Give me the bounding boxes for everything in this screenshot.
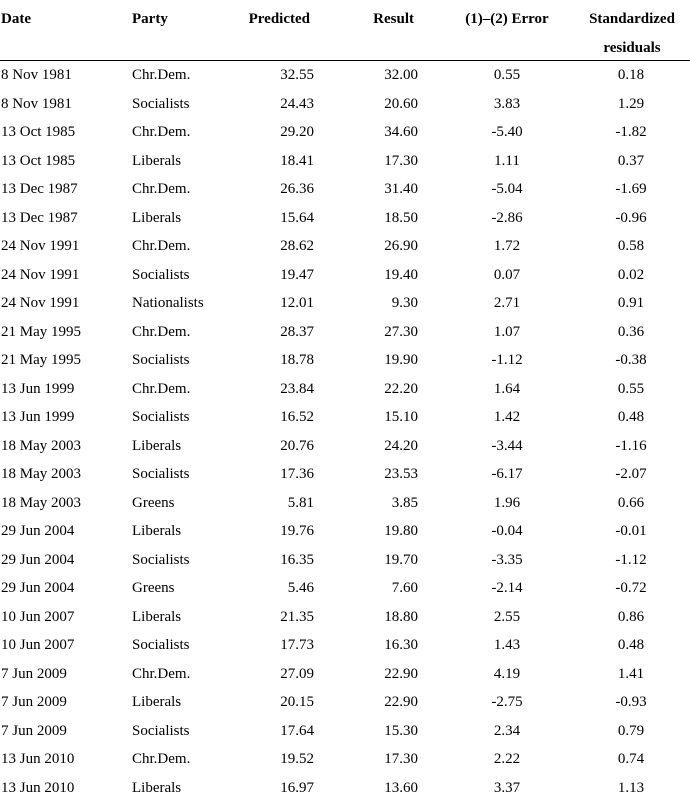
cell-std-residual: 0.55 (572, 375, 690, 404)
cell-error: 4.19 (452, 660, 562, 689)
cell-result: 19.90 (384, 346, 418, 375)
cell-predicted: 26.36 (280, 175, 314, 204)
table-row (0, 774, 690, 802)
cell-error: -6.17 (452, 460, 562, 489)
cell-date: 29 Jun 2004 (1, 574, 74, 603)
cell-result: 9.30 (392, 289, 418, 318)
cell-error: -3.44 (452, 432, 562, 461)
header-standardized-residuals (576, 5, 688, 63)
cell-party: Socialists (132, 546, 190, 575)
cell-result: 24.20 (384, 432, 418, 461)
cell-date: 13 Dec 1987 (1, 175, 78, 204)
cell-predicted: 17.64 (280, 717, 314, 746)
cell-error: -2.14 (452, 574, 562, 603)
cell-error: -0.04 (452, 517, 562, 546)
cell-std-residual: 0.79 (572, 717, 690, 746)
cell-std-residual: -0.96 (572, 204, 690, 233)
table-row (0, 460, 690, 489)
cell-std-residual: -2.07 (572, 460, 690, 489)
cell-date: 13 Jun 1999 (1, 375, 74, 404)
cell-predicted: 20.76 (280, 432, 314, 461)
cell-result: 19.80 (384, 517, 418, 546)
table-row (0, 61, 690, 90)
cell-std-residual: -1.82 (572, 118, 690, 147)
cell-error: 0.07 (452, 261, 562, 290)
cell-predicted: 5.46 (288, 574, 314, 603)
cell-predicted: 5.81 (288, 489, 314, 518)
cell-party: Socialists (132, 631, 190, 660)
table-row (0, 232, 690, 261)
cell-std-residual: 0.18 (572, 61, 690, 90)
cell-result: 34.60 (384, 118, 418, 147)
cell-std-residual: 0.36 (572, 318, 690, 347)
table-row (0, 745, 690, 774)
cell-error: 3.37 (452, 774, 562, 802)
table-row (0, 432, 690, 461)
cell-party: Chr.Dem. (132, 375, 190, 404)
cell-party: Liberals (132, 147, 181, 176)
cell-date: 8 Nov 1981 (1, 90, 72, 119)
cell-date: 24 Nov 1991 (1, 232, 79, 261)
cell-result: 19.40 (384, 261, 418, 290)
cell-result: 17.30 (384, 147, 418, 176)
cell-date: 13 Jun 2010 (1, 745, 74, 774)
cell-party: Socialists (132, 460, 190, 489)
cell-predicted: 27.09 (280, 660, 314, 689)
cell-date: 18 May 2003 (1, 460, 81, 489)
header-date: Date (1, 5, 31, 34)
cell-party: Liberals (132, 774, 181, 802)
cell-party: Socialists (132, 346, 190, 375)
table-body (0, 61, 690, 802)
cell-error: 2.34 (452, 717, 562, 746)
cell-std-residual: -0.01 (572, 517, 690, 546)
cell-error: 1.72 (452, 232, 562, 261)
header-result: Result (373, 5, 414, 34)
table-row (0, 603, 690, 632)
cell-predicted: 23.84 (280, 375, 314, 404)
header-party: Party (132, 5, 168, 34)
header-predicted: Predicted (249, 5, 310, 34)
cell-result: 13.60 (384, 774, 418, 802)
cell-predicted: 16.52 (280, 403, 314, 432)
cell-std-residual: 1.29 (572, 90, 690, 119)
cell-result: 19.70 (384, 546, 418, 575)
cell-predicted: 28.62 (280, 232, 314, 261)
cell-error: 3.83 (452, 90, 562, 119)
cell-result: 31.40 (384, 175, 418, 204)
cell-date: 24 Nov 1991 (1, 289, 79, 318)
cell-result: 17.30 (384, 745, 418, 774)
cell-std-residual: 0.74 (572, 745, 690, 774)
table-row (0, 574, 690, 603)
cell-predicted: 16.35 (280, 546, 314, 575)
cell-date: 13 Dec 1987 (1, 204, 78, 233)
cell-error: 0.55 (452, 61, 562, 90)
table-header (0, 0, 690, 61)
table-row (0, 660, 690, 689)
cell-party: Chr.Dem. (132, 660, 190, 689)
cell-party: Chr.Dem. (132, 175, 190, 204)
cell-result: 22.20 (384, 375, 418, 404)
cell-error: 1.43 (452, 631, 562, 660)
cell-predicted: 12.01 (280, 289, 314, 318)
cell-std-residual: 0.58 (572, 232, 690, 261)
cell-predicted: 15.64 (280, 204, 314, 233)
cell-predicted: 19.47 (280, 261, 314, 290)
cell-predicted: 19.76 (280, 517, 314, 546)
table-row (0, 489, 690, 518)
cell-error: 2.71 (452, 289, 562, 318)
cell-result: 22.90 (384, 660, 418, 689)
header-error: (1)–(2) Error (452, 5, 562, 34)
cell-predicted: 18.41 (280, 147, 314, 176)
cell-result: 20.60 (384, 90, 418, 119)
table-row (0, 546, 690, 575)
cell-result: 32.00 (384, 61, 418, 90)
cell-std-residual: 0.48 (572, 631, 690, 660)
header-std-line1: Standardized (589, 11, 675, 27)
cell-result: 22.90 (384, 688, 418, 717)
cell-party: Greens (132, 489, 174, 518)
cell-error: 1.96 (452, 489, 562, 518)
cell-party: Greens (132, 574, 174, 603)
cell-error: -2.75 (452, 688, 562, 717)
cell-party: Liberals (132, 432, 181, 461)
cell-party: Socialists (132, 90, 190, 119)
cell-party: Chr.Dem. (132, 118, 190, 147)
cell-std-residual: 0.37 (572, 147, 690, 176)
table-row (0, 631, 690, 660)
table-row (0, 517, 690, 546)
cell-result: 18.80 (384, 603, 418, 632)
cell-std-residual: 0.66 (572, 489, 690, 518)
cell-error: 1.42 (452, 403, 562, 432)
table-row (0, 717, 690, 746)
cell-party: Socialists (132, 717, 190, 746)
table-row (0, 204, 690, 233)
cell-date: 7 Jun 2009 (1, 688, 67, 717)
cell-error: 1.11 (452, 147, 562, 176)
cell-party: Chr.Dem. (132, 745, 190, 774)
cell-predicted: 17.36 (280, 460, 314, 489)
cell-result: 18.50 (384, 204, 418, 233)
cell-predicted: 18.78 (280, 346, 314, 375)
table-row (0, 90, 690, 119)
cell-date: 10 Jun 2007 (1, 603, 74, 632)
cell-result: 26.90 (384, 232, 418, 261)
cell-std-residual: -0.93 (572, 688, 690, 717)
cell-result: 16.30 (384, 631, 418, 660)
cell-party: Nationalists (132, 289, 204, 318)
table-row (0, 118, 690, 147)
cell-predicted: 28.37 (280, 318, 314, 347)
table-row (0, 346, 690, 375)
cell-result: 3.85 (392, 489, 418, 518)
cell-predicted: 20.15 (280, 688, 314, 717)
cell-std-residual: 0.02 (572, 261, 690, 290)
cell-std-residual: 1.13 (572, 774, 690, 802)
cell-date: 21 May 1995 (1, 318, 81, 347)
cell-party: Liberals (132, 688, 181, 717)
header-std-line2: residuals (603, 40, 660, 56)
cell-predicted: 19.52 (280, 745, 314, 774)
cell-error: 2.55 (452, 603, 562, 632)
cell-result: 23.53 (384, 460, 418, 489)
cell-error: -2.86 (452, 204, 562, 233)
cell-predicted: 17.73 (280, 631, 314, 660)
cell-date: 7 Jun 2009 (1, 660, 67, 689)
cell-std-residual: -1.16 (572, 432, 690, 461)
table-row (0, 147, 690, 176)
table-row (0, 289, 690, 318)
cell-date: 13 Oct 1985 (1, 147, 75, 176)
table-row (0, 175, 690, 204)
cell-error: 2.22 (452, 745, 562, 774)
cell-date: 18 May 2003 (1, 432, 81, 461)
cell-date: 24 Nov 1991 (1, 261, 79, 290)
cell-date: 21 May 1995 (1, 346, 81, 375)
cell-error: -5.40 (452, 118, 562, 147)
cell-date: 18 May 2003 (1, 489, 81, 518)
cell-party: Chr.Dem. (132, 61, 190, 90)
cell-date: 10 Jun 2007 (1, 631, 74, 660)
cell-party: Socialists (132, 403, 190, 432)
cell-std-residual: 0.86 (572, 603, 690, 632)
cell-predicted: 32.55 (280, 61, 314, 90)
cell-party: Chr.Dem. (132, 318, 190, 347)
cell-std-residual: -0.38 (572, 346, 690, 375)
cell-predicted: 16.97 (280, 774, 314, 802)
cell-date: 13 Jun 1999 (1, 403, 74, 432)
cell-date: 29 Jun 2004 (1, 517, 74, 546)
cell-std-residual: 0.48 (572, 403, 690, 432)
cell-std-residual: -1.69 (572, 175, 690, 204)
cell-result: 15.10 (384, 403, 418, 432)
cell-std-residual: 1.41 (572, 660, 690, 689)
table-row (0, 403, 690, 432)
table-row (0, 318, 690, 347)
cell-party: Socialists (132, 261, 190, 290)
cell-result: 27.30 (384, 318, 418, 347)
cell-std-residual: 0.91 (572, 289, 690, 318)
cell-party: Liberals (132, 603, 181, 632)
cell-party: Liberals (132, 517, 181, 546)
table-row (0, 375, 690, 404)
cell-std-residual: -0.72 (572, 574, 690, 603)
cell-predicted: 24.43 (280, 90, 314, 119)
cell-error: -3.35 (452, 546, 562, 575)
cell-result: 7.60 (392, 574, 418, 603)
cell-error: -5.04 (452, 175, 562, 204)
cell-party: Chr.Dem. (132, 232, 190, 261)
cell-date: 8 Nov 1981 (1, 61, 72, 90)
cell-date: 13 Jun 2010 (1, 774, 74, 802)
cell-date: 7 Jun 2009 (1, 717, 67, 746)
cell-party: Liberals (132, 204, 181, 233)
cell-error: -1.12 (452, 346, 562, 375)
cell-error: 1.07 (452, 318, 562, 347)
cell-date: 29 Jun 2004 (1, 546, 74, 575)
cell-predicted: 21.35 (280, 603, 314, 632)
cell-std-residual: -1.12 (572, 546, 690, 575)
cell-date: 13 Oct 1985 (1, 118, 75, 147)
table-row (0, 688, 690, 717)
cell-result: 15.30 (384, 717, 418, 746)
table-row (0, 261, 690, 290)
cell-error: 1.64 (452, 375, 562, 404)
cell-predicted: 29.20 (280, 118, 314, 147)
